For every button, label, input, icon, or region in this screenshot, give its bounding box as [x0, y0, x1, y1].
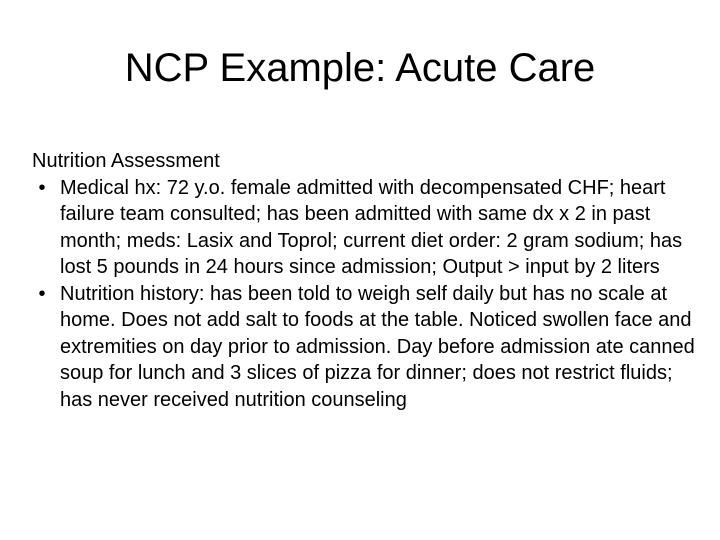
bullet-list [32, 175, 702, 414]
bullet-item-nutrition-history [32, 281, 702, 414]
bullet-text: Nutrition history: has been told to weigh self daily but has no scale at home. Does not add salt to foods at the table. Noticed swollen face and extremities on day prior to admission. Day before admission ate canned soup for lunch and 3 slices of pizza for dinner; does not restrict fluids; has never received nutrition counseling [60, 282, 695, 411]
section-heading: Nutrition Assessment [32, 150, 220, 172]
bullet-icon: • [38, 282, 46, 305]
slide-title: NCP Example: Acute Care [124, 46, 596, 90]
bullet-item-medical-history [32, 175, 702, 281]
slide-body [32, 148, 702, 413]
bullet-text: Medical hx: 72 y.o. female admitted with decompensated CHF; heart failure team consulted; has been admitted with same dx x 2 in past month; meds: Lasix and Toprol; current diet order: 2 gram sodium; has lost 5 pounds in 24 hours since admission; Output > input by 2 liters [60, 176, 683, 278]
bullet-icon: • [38, 176, 46, 199]
